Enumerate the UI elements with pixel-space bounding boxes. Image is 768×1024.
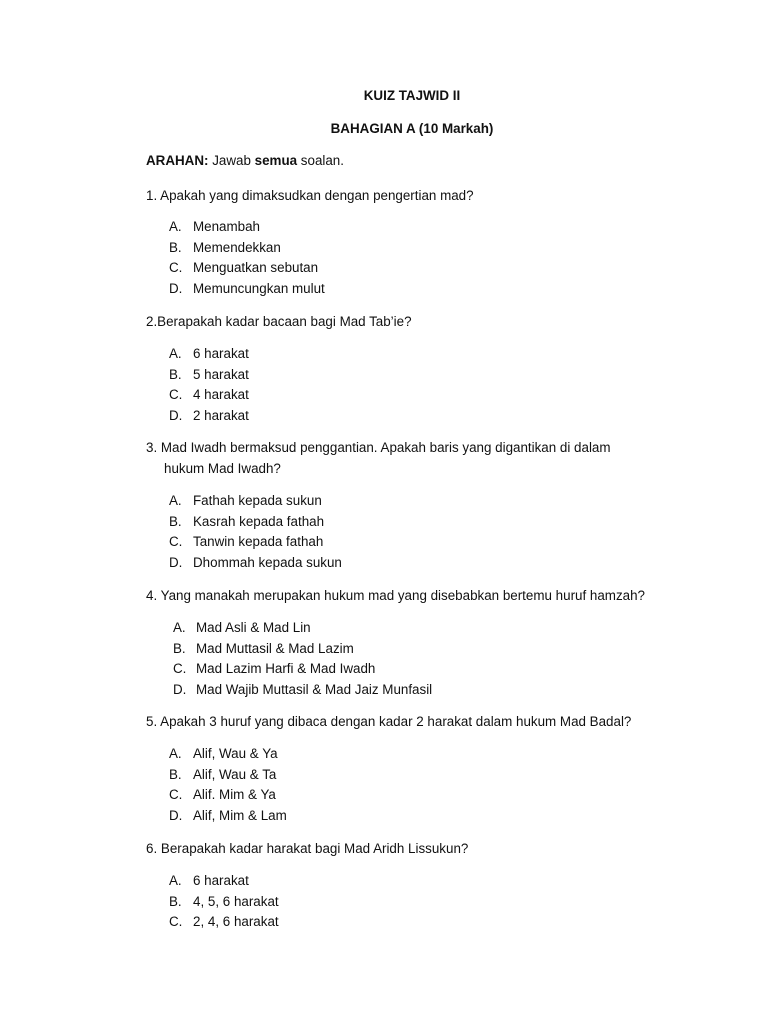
option-text: Menguatkan sebutan [193, 260, 319, 275]
option-text: Alif, Wau & Ta [193, 766, 277, 782]
option-letter: C. [169, 387, 183, 402]
instructions-emphasis: semua [254, 153, 298, 168]
option-5b [169, 765, 287, 786]
option-letter: A. [169, 493, 182, 508]
options-list-2 [169, 344, 249, 426]
option-letter: D. [169, 554, 183, 570]
question-text: Berapakah kadar harakat bagi Mad Aridh Lissukun? [160, 841, 469, 856]
option-letter: D. [169, 280, 183, 296]
option-text: 6 harakat [193, 873, 249, 888]
option-text: 2 harakat [193, 407, 249, 423]
options-list-5 [169, 744, 287, 826]
option-text: Memuncungkan mulut [193, 280, 325, 296]
question-number: 4. [146, 588, 158, 603]
option-4d [173, 680, 432, 701]
options-list-3 [169, 491, 342, 573]
option-letter: C. [169, 914, 183, 929]
option-letter: C. [173, 661, 187, 676]
question-text: Berapakah kadar bacaan bagi Mad Tab’ie? [157, 314, 412, 329]
option-letter: B. [169, 893, 182, 909]
question-number: 1. [146, 188, 158, 203]
option-letter: D. [169, 407, 183, 423]
option-4c [173, 659, 432, 680]
option-text: Mad Lazim Harfi & Mad Iwadh [196, 661, 376, 676]
option-4b [173, 639, 432, 660]
option-letter: B. [173, 640, 186, 656]
option-1a [169, 217, 325, 238]
option-1b [169, 238, 325, 259]
option-text: Alif, Mim & Lam [193, 807, 287, 823]
option-letter: B. [169, 513, 182, 529]
option-letter: A. [169, 746, 182, 761]
option-text: Fathah kepada sukun [193, 493, 322, 508]
instructions-label: ARAHAN: [146, 153, 209, 168]
section-heading: BAHAGIAN A (10 Markah) [330, 121, 494, 136]
option-2b [169, 365, 249, 386]
option-letter: D. [169, 807, 183, 823]
question-number: 6. [146, 841, 158, 856]
options-list-4 [173, 618, 432, 700]
option-2c [169, 385, 249, 406]
question-1 [146, 186, 706, 207]
question-6 [146, 839, 706, 860]
option-6c [169, 912, 279, 933]
option-text: Dhommah kepada sukun [193, 554, 342, 570]
option-letter: A. [169, 219, 182, 234]
option-3c [169, 532, 342, 553]
option-4a [173, 618, 432, 639]
question-text: Apakah 3 huruf yang dibaca dengan kadar 2 harakat dalam hukum Mad Badal? [160, 714, 632, 729]
option-text: Kasrah kepada fathah [193, 513, 325, 529]
option-text: Mad Muttasil & Mad Lazim [196, 640, 354, 656]
option-3b [169, 512, 342, 533]
question-2 [146, 312, 706, 333]
option-text: Memendekkan [193, 239, 281, 255]
option-5a [169, 744, 287, 765]
question-4 [146, 586, 706, 607]
instructions-text-before: Jawab [208, 153, 255, 168]
option-letter: B. [169, 766, 182, 782]
question-number: 2. [146, 314, 158, 329]
option-2a [169, 344, 249, 365]
question-text-line2: hukum Mad Iwadh? [164, 460, 281, 476]
option-letter: B. [169, 239, 182, 255]
question-text: Mad Iwadh bermaksud penggantian. Apakah baris yang digantikan di dalam [160, 440, 611, 455]
option-text: 2, 4, 6 harakat [193, 914, 279, 929]
question-text: Yang manakah merupakan hukum mad yang disebabkan bertemu huruf hamzah? [160, 588, 646, 603]
option-text: 4 harakat [193, 387, 249, 402]
option-text: 5 harakat [193, 366, 249, 382]
option-letter: D. [173, 681, 187, 697]
instructions [146, 153, 344, 168]
option-letter: C. [169, 260, 183, 275]
page-title: KUIZ TAJWID II [363, 88, 461, 103]
option-text: 6 harakat [193, 346, 249, 361]
option-5c [169, 785, 287, 806]
option-5d [169, 806, 287, 827]
option-6b [169, 892, 279, 913]
option-text: Mad Asli & Mad Lin [196, 620, 311, 635]
option-letter: A. [173, 620, 186, 635]
option-1c [169, 258, 325, 279]
option-letter: C. [169, 534, 183, 549]
option-letter: A. [169, 873, 182, 888]
question-number: 3. [146, 440, 158, 455]
option-text: Menambah [193, 219, 260, 234]
option-text: 4, 5, 6 harakat [193, 893, 279, 909]
question-text: Apakah yang dimaksudkan dengan pengertian mad? [160, 188, 474, 203]
option-3d [169, 553, 342, 574]
option-text: Tanwin kepada fathah [193, 534, 324, 549]
options-list-6 [169, 871, 279, 933]
question-3 [146, 438, 706, 479]
option-text: Mad Wajib Muttasil & Mad Jaiz Munfasil [196, 681, 433, 697]
option-letter: C. [169, 787, 183, 802]
option-6a [169, 871, 279, 892]
option-2d [169, 406, 249, 427]
question-5 [146, 712, 706, 733]
question-number: 5. [146, 714, 158, 729]
option-text: Alif, Wau & Ya [193, 746, 278, 761]
instructions-text-after: soalan. [297, 153, 344, 168]
option-1d [169, 279, 325, 300]
option-3a [169, 491, 342, 512]
option-letter: B. [169, 366, 182, 382]
options-list-1 [169, 217, 325, 299]
option-letter: A. [169, 346, 182, 361]
option-text: Alif. Mim & Ya [193, 787, 276, 802]
